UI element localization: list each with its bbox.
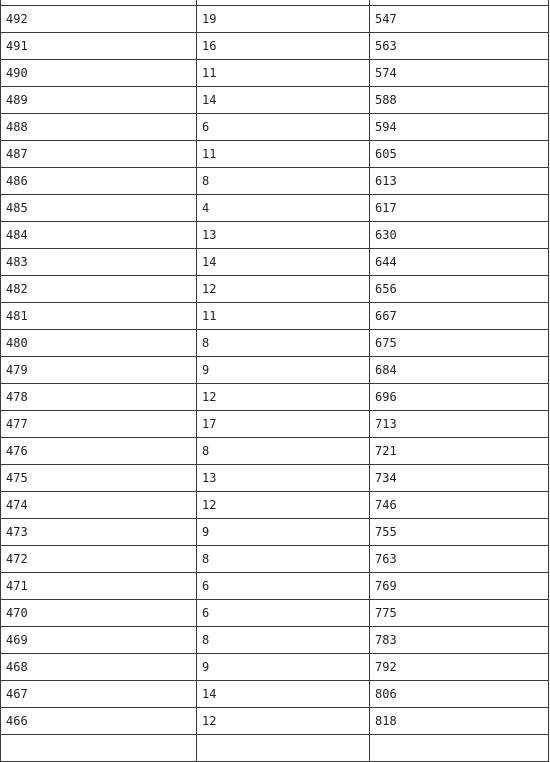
score-cell: 491 — [1, 33, 197, 60]
count-cell: 17 — [197, 411, 370, 438]
count-cell: 13 — [197, 465, 370, 492]
score-cell: 488 — [1, 114, 197, 141]
cumulative-count-cell: 630 — [370, 222, 549, 249]
cumulative-count-cell: 783 — [370, 627, 549, 654]
score-cell: 486 — [1, 168, 197, 195]
cumulative-count-cell: 617 — [370, 195, 549, 222]
score-cell: 469 — [1, 627, 197, 654]
score-cell: 474 — [1, 492, 197, 519]
count-cell — [197, 735, 370, 762]
cumulative-count-cell: 613 — [370, 168, 549, 195]
table-row — [1, 492, 549, 519]
count-cell: 11 — [197, 303, 370, 330]
score-cell: 482 — [1, 276, 197, 303]
count-cell: 12 — [197, 276, 370, 303]
cumulative-count-cell: 713 — [370, 411, 549, 438]
cumulative-count-cell: 594 — [370, 114, 549, 141]
cumulative-count-cell: 684 — [370, 357, 549, 384]
table-row — [1, 681, 549, 708]
score-cell: 492 — [1, 6, 197, 33]
score-cell: 490 — [1, 60, 197, 87]
score-cell: 467 — [1, 681, 197, 708]
cumulative-count-cell: 763 — [370, 546, 549, 573]
count-cell: 12 — [197, 384, 370, 411]
cumulative-count-cell: 792 — [370, 654, 549, 681]
table-row — [1, 384, 549, 411]
table-row — [1, 60, 549, 87]
table-row — [1, 330, 549, 357]
count-cell: 9 — [197, 654, 370, 681]
table-row — [1, 6, 549, 33]
table-row — [1, 249, 549, 276]
table-row — [1, 438, 549, 465]
score-cell: 472 — [1, 546, 197, 573]
count-cell: 12 — [197, 708, 370, 735]
cumulative-count-cell: 547 — [370, 6, 549, 33]
table-row — [1, 357, 549, 384]
count-cell: 11 — [197, 141, 370, 168]
count-cell: 8 — [197, 627, 370, 654]
score-cell: 476 — [1, 438, 197, 465]
cumulative-count-cell: 755 — [370, 519, 549, 546]
table-row — [1, 168, 549, 195]
count-cell: 12 — [197, 492, 370, 519]
table-row — [1, 600, 549, 627]
cumulative-count-cell: 667 — [370, 303, 549, 330]
score-cell: 470 — [1, 600, 197, 627]
cumulative-count-cell: 696 — [370, 384, 549, 411]
table-row — [1, 573, 549, 600]
count-cell: 9 — [197, 519, 370, 546]
table-row — [1, 33, 549, 60]
score-cell: 481 — [1, 303, 197, 330]
count-cell: 19 — [197, 6, 370, 33]
table-row — [1, 411, 549, 438]
score-cell: 484 — [1, 222, 197, 249]
table-row — [1, 654, 549, 681]
cumulative-count-cell: 775 — [370, 600, 549, 627]
table-row — [1, 114, 549, 141]
table-row — [1, 87, 549, 114]
count-cell: 8 — [197, 168, 370, 195]
table-row — [1, 519, 549, 546]
cumulative-count-cell: 734 — [370, 465, 549, 492]
cumulative-count-cell: 588 — [370, 87, 549, 114]
score-cell: 478 — [1, 384, 197, 411]
table-row — [1, 546, 549, 573]
cumulative-count-cell: 806 — [370, 681, 549, 708]
table-row — [1, 303, 549, 330]
count-cell: 8 — [197, 546, 370, 573]
count-cell: 14 — [197, 249, 370, 276]
cumulative-count-cell: 818 — [370, 708, 549, 735]
table-row — [1, 276, 549, 303]
cumulative-count-cell: 563 — [370, 33, 549, 60]
count-cell: 8 — [197, 330, 370, 357]
count-cell: 6 — [197, 600, 370, 627]
count-cell: 8 — [197, 438, 370, 465]
count-cell: 6 — [197, 573, 370, 600]
count-cell: 14 — [197, 681, 370, 708]
count-cell: 13 — [197, 222, 370, 249]
score-cell: 466 — [1, 708, 197, 735]
score-cell: 473 — [1, 519, 197, 546]
cumulative-count-cell: 675 — [370, 330, 549, 357]
count-cell: 16 — [197, 33, 370, 60]
count-cell: 6 — [197, 114, 370, 141]
score-cell: 477 — [1, 411, 197, 438]
table-row — [1, 627, 549, 654]
score-cell: 487 — [1, 141, 197, 168]
cumulative-count-cell — [370, 735, 549, 762]
table-row — [1, 222, 549, 249]
score-cell — [1, 735, 197, 762]
cumulative-count-cell: 656 — [370, 276, 549, 303]
table-row — [1, 465, 549, 492]
count-cell: 11 — [197, 60, 370, 87]
table-row — [1, 735, 549, 762]
cumulative-count-cell: 644 — [370, 249, 549, 276]
cumulative-count-cell: 605 — [370, 141, 549, 168]
score-cell: 471 — [1, 573, 197, 600]
cumulative-count-cell: 746 — [370, 492, 549, 519]
score-cell: 479 — [1, 357, 197, 384]
score-table-body — [1, 0, 549, 762]
score-cell: 480 — [1, 330, 197, 357]
count-cell: 14 — [197, 87, 370, 114]
cumulative-count-cell: 769 — [370, 573, 549, 600]
cumulative-count-cell: 574 — [370, 60, 549, 87]
score-cell: 485 — [1, 195, 197, 222]
count-cell: 9 — [197, 357, 370, 384]
table-row — [1, 195, 549, 222]
table-row — [1, 141, 549, 168]
cumulative-count-cell: 721 — [370, 438, 549, 465]
score-cell: 483 — [1, 249, 197, 276]
count-cell: 4 — [197, 195, 370, 222]
score-cell: 489 — [1, 87, 197, 114]
score-cell: 475 — [1, 465, 197, 492]
score-cell: 468 — [1, 654, 197, 681]
table-row — [1, 708, 549, 735]
